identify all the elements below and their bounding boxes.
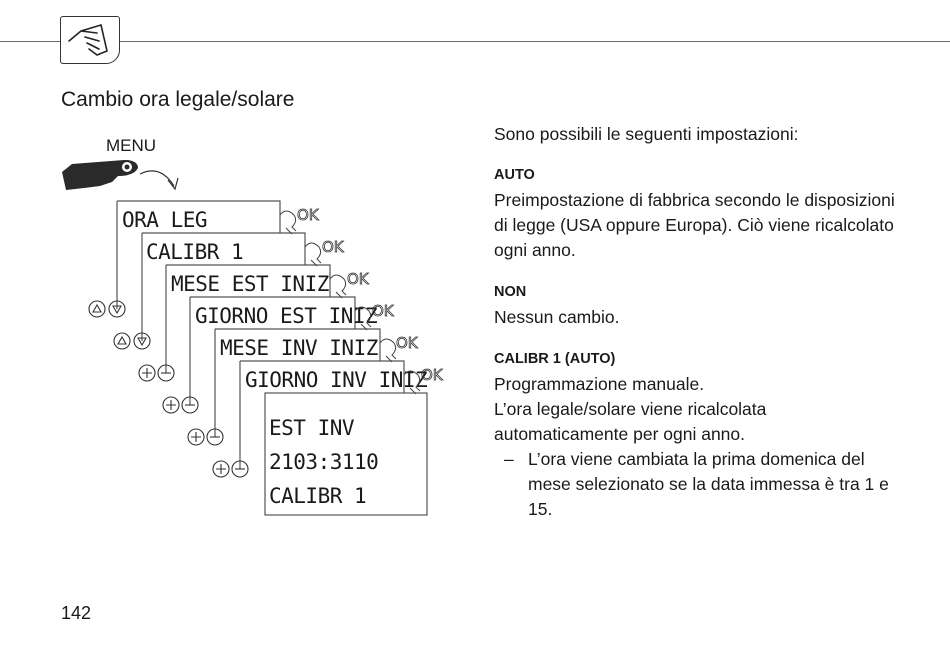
- ok-label: OK: [372, 302, 394, 320]
- final-screen-line: CALIBR 1: [269, 484, 367, 508]
- bullet-text: L’ora viene cambiata la prima domenica del mese selezionato se la data immessa è tra 1 e 15.: [528, 449, 889, 519]
- plus-minus-buttons: [163, 397, 198, 413]
- final-screen-line: EST INV: [269, 416, 355, 440]
- calibr-heading: CALIBR 1 (AUTO): [494, 351, 616, 367]
- page-number: 142: [61, 603, 92, 623]
- non-heading: NON: [494, 284, 527, 300]
- intro-text: Sono possibili le seguenti impostazioni:: [494, 124, 799, 144]
- ok-hand-icon: [305, 243, 321, 266]
- plus-minus-buttons: [139, 365, 174, 381]
- calibr-block: [494, 347, 904, 522]
- auto-block: [494, 163, 904, 263]
- page-title: Cambio ora legale/solare: [61, 88, 295, 111]
- screen-label: GIORNO EST INIZ: [195, 304, 378, 328]
- ok-label: OK: [322, 238, 344, 256]
- ok-label: OK: [421, 366, 443, 384]
- screen-label: MESE EST INIZ: [171, 272, 329, 296]
- non-text: Nessun cambio.: [494, 307, 620, 327]
- non-block: [494, 280, 904, 330]
- screen-label: MESE INV INIZ: [220, 336, 378, 360]
- screen-label: CALIBR 1: [146, 240, 244, 264]
- auto-heading: AUTO: [494, 167, 535, 183]
- plus-minus-buttons: [213, 461, 248, 477]
- menu-arrow: [140, 171, 174, 186]
- calibr-bullet: [494, 447, 904, 522]
- calibr-line-2: L’ora legale/solare viene ricalcolata automaticamente per ogni anno.: [494, 399, 767, 444]
- ok-label: OK: [396, 334, 418, 352]
- screen-label: ORA LEG: [122, 208, 208, 232]
- ok-hand-icon: [330, 275, 346, 298]
- auto-text: Preimpostazione di fabbrica secondo le disposizioni di legge (USA oppure Europa). Ciò viene ricalcolato ogni anno.: [494, 190, 895, 260]
- menu-label: MENU: [106, 136, 157, 155]
- settings-description: [494, 122, 904, 539]
- ok-hand-icon: [380, 339, 396, 362]
- plus-minus-buttons: [188, 429, 223, 445]
- ok-hand-icon: [280, 211, 296, 234]
- finger-press-icon: [62, 160, 138, 190]
- ok-label: OK: [297, 206, 319, 224]
- calibr-line-1: Programmazione manuale.: [494, 374, 705, 394]
- up-down-buttons: [89, 301, 125, 317]
- bullet-dash: –: [504, 449, 514, 469]
- ok-label: OK: [347, 270, 369, 288]
- up-down-buttons: [114, 333, 150, 349]
- screen-label: GIORNO INV INIZ: [245, 368, 428, 392]
- final-screen-line: 2103:3110: [269, 450, 379, 474]
